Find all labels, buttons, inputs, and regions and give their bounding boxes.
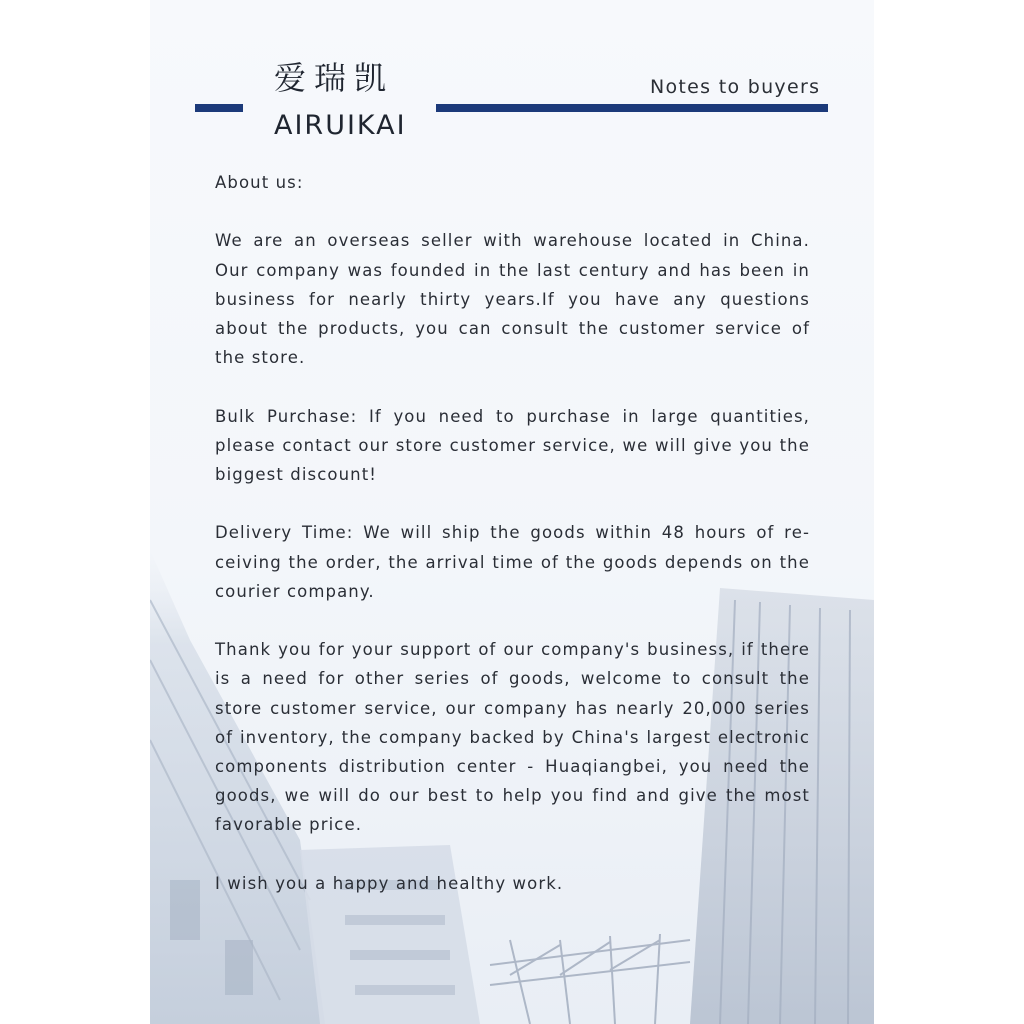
brand-logo-english: AIRUIKAI — [274, 110, 407, 141]
section-heading: About us: — [215, 173, 304, 192]
header-accent-bar-left — [195, 104, 243, 112]
notes-body — [215, 168, 810, 927]
paragraph-closing: I wish you a happy and healthy work. — [215, 873, 564, 893]
page-title: Notes to buyers — [650, 76, 821, 98]
brand-logo-chinese: 爱瑞凯 — [274, 59, 395, 97]
paragraph-about: We are an overseas seller with warehouse located in China. Our company was founded in the last century and has been in business for nearly thirty years.If you have any questions about the products, you can consult the customer service of the store. — [215, 231, 810, 368]
paragraph-delivery-time: Delivery Time: We will ship the goods within 48 hours of re-ceiving the order, the arrival time of the goods depends on the courier company. — [215, 523, 810, 601]
header-accent-bar-right — [436, 104, 828, 112]
paragraph-bulk-purchase: Bulk Purchase: If you need to purchase in large quantities, please contact our store customer service, we will give you the biggest discount! — [215, 406, 810, 484]
paragraph-thanks: Thank you for your support of our company's business, if there is a need for other series of goods, welcome to consult the store customer service, our company has nearly 20,000 series of inventory, the company backed by China's largest electronic components distribution center - Huaqiangbei, you need the goods, we will do our best to help you find and give the most favorable price. — [215, 640, 810, 835]
